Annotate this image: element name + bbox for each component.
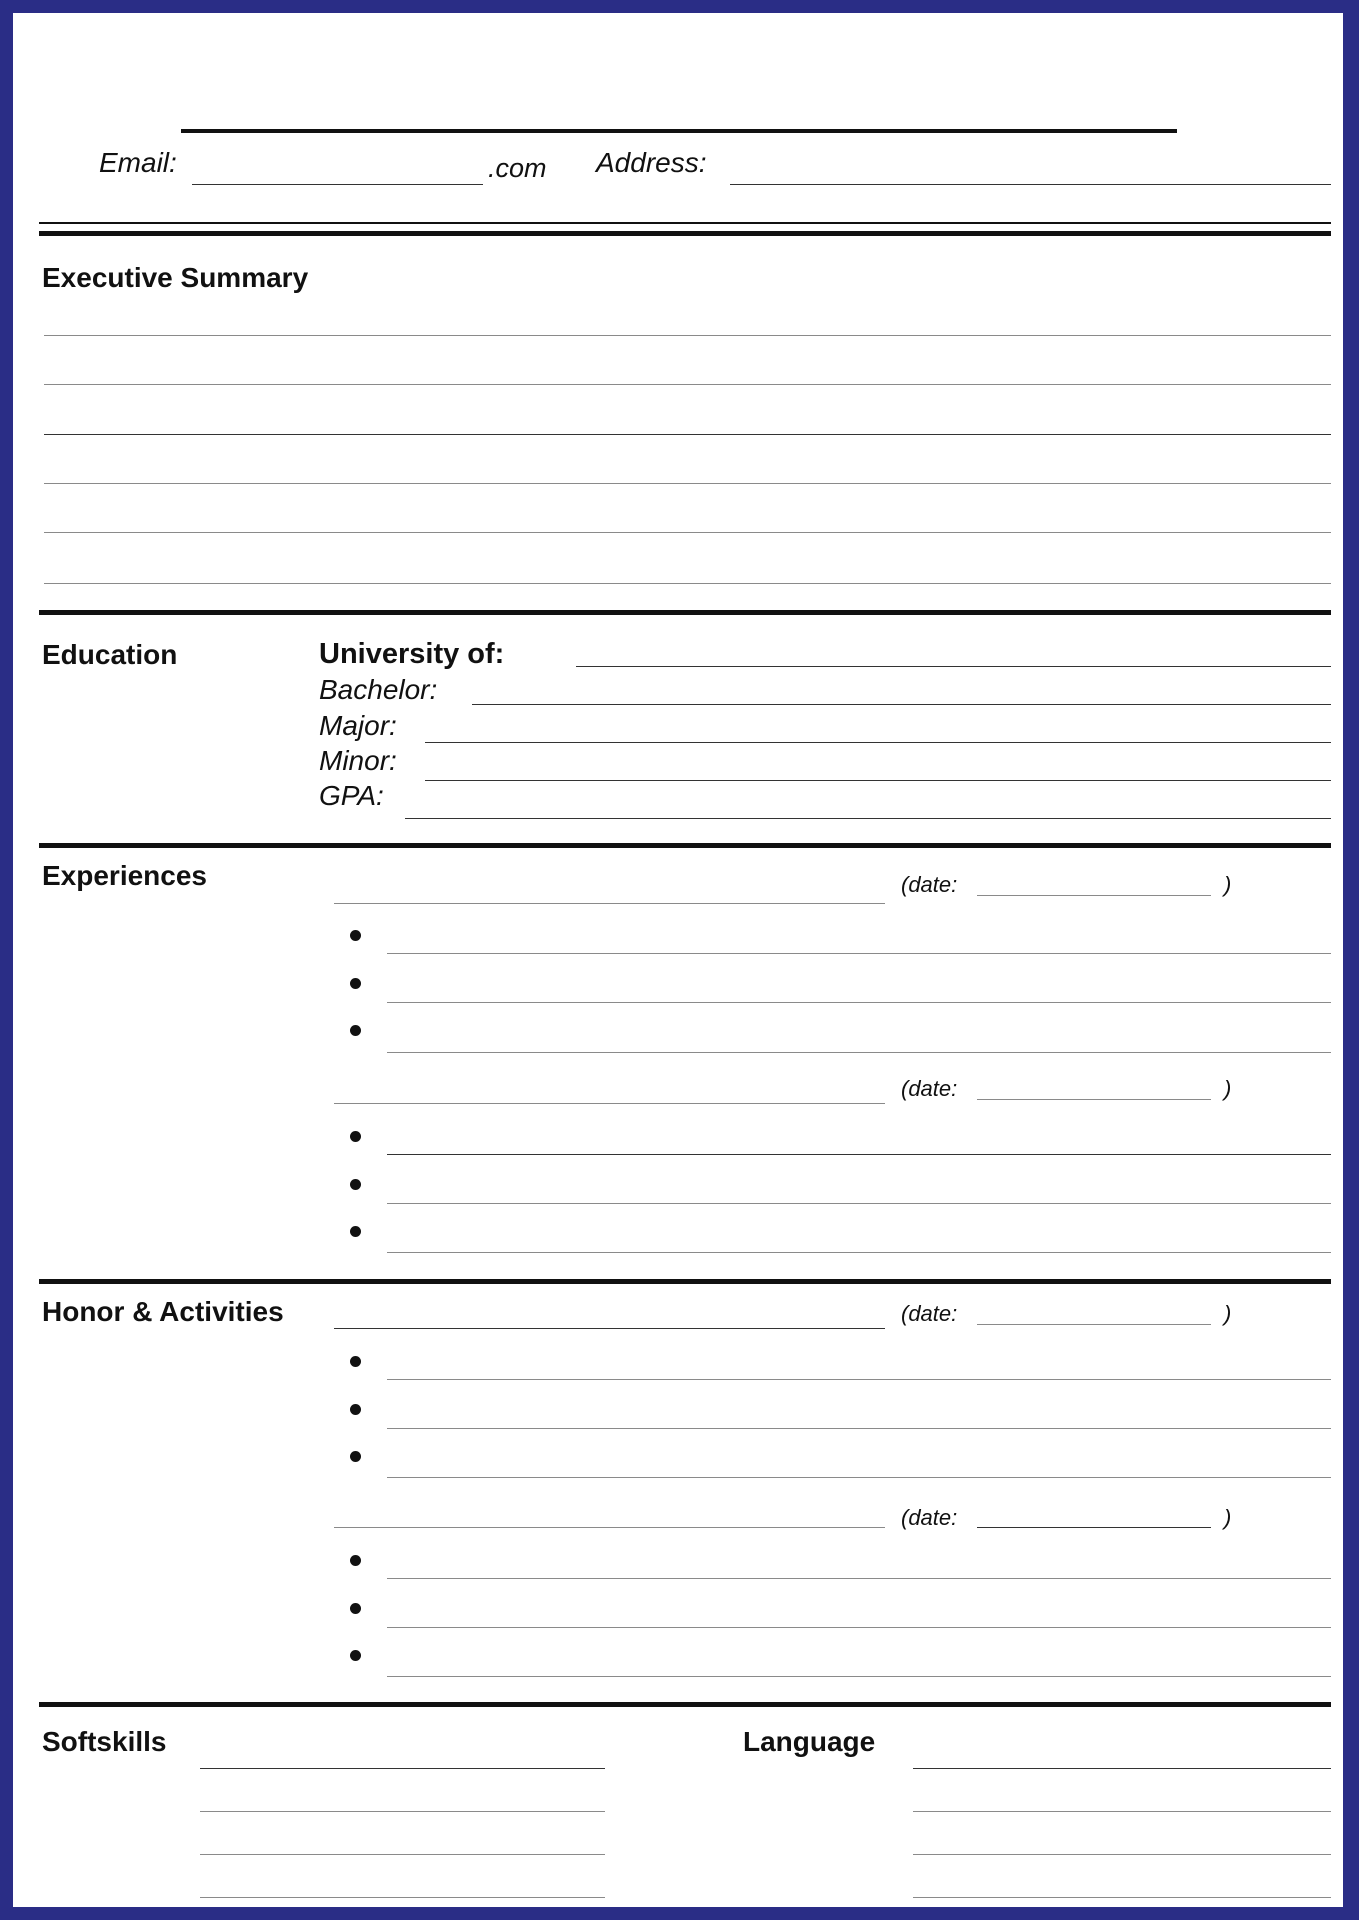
minor-field[interactable] xyxy=(425,780,1331,781)
bullet-icon xyxy=(350,930,361,941)
bullet-line[interactable] xyxy=(387,1676,1331,1677)
date-field[interactable] xyxy=(977,1324,1211,1325)
bachelor-label: Bachelor: xyxy=(319,674,438,705)
date-close-label: ) xyxy=(1224,1505,1232,1530)
experiences-heading: Experiences xyxy=(42,860,207,891)
gpa-label: GPA: xyxy=(319,780,384,811)
university-label: University of: xyxy=(319,638,505,670)
date-field[interactable] xyxy=(977,1527,1211,1528)
summary-line[interactable] xyxy=(44,583,1331,584)
summary-line[interactable] xyxy=(44,434,1331,435)
bullet-icon xyxy=(350,1131,361,1142)
experience-title-field[interactable] xyxy=(334,1103,885,1104)
address-label: Address: xyxy=(596,147,707,178)
date-open-label: (date: xyxy=(901,1301,958,1326)
section-divider xyxy=(39,843,1331,848)
section-divider xyxy=(39,1279,1331,1284)
bullet-icon xyxy=(350,1025,361,1036)
bullet-icon xyxy=(350,978,361,989)
bachelor-field[interactable] xyxy=(472,704,1331,705)
honors-heading: Honor & Activities xyxy=(42,1296,284,1327)
language-line[interactable] xyxy=(913,1811,1331,1812)
minor-label: Minor: xyxy=(319,745,397,776)
summary-line[interactable] xyxy=(44,483,1331,484)
bullet-line[interactable] xyxy=(387,1154,1331,1155)
honor-title-field[interactable] xyxy=(334,1328,885,1329)
email-label: Email: xyxy=(99,147,177,178)
summary-line[interactable] xyxy=(44,335,1331,336)
date-field[interactable] xyxy=(977,1099,1211,1100)
honor-title-field[interactable] xyxy=(334,1527,885,1528)
summary-line[interactable] xyxy=(44,532,1331,533)
bullet-line[interactable] xyxy=(387,1428,1331,1429)
bullet-line[interactable] xyxy=(387,1002,1331,1003)
education-heading: Education xyxy=(42,639,178,670)
softskills-heading: Softskills xyxy=(42,1726,167,1757)
softskill-line[interactable] xyxy=(200,1768,605,1769)
gpa-field[interactable] xyxy=(405,818,1331,819)
bullet-line[interactable] xyxy=(387,1203,1331,1204)
summary-line[interactable] xyxy=(44,384,1331,385)
major-label: Major: xyxy=(319,710,397,741)
date-close-label: ) xyxy=(1224,1301,1232,1326)
bullet-line[interactable] xyxy=(387,1379,1331,1380)
bullet-icon xyxy=(350,1404,361,1415)
header-divider-thick xyxy=(39,231,1331,236)
softskill-line[interactable] xyxy=(200,1854,605,1855)
date-open-label: (date: xyxy=(901,1076,958,1101)
experience-title-field[interactable] xyxy=(334,903,885,904)
email-suffix: .com xyxy=(488,153,547,183)
address-field[interactable] xyxy=(730,184,1331,185)
bullet-line[interactable] xyxy=(387,1627,1331,1628)
language-heading: Language xyxy=(743,1726,876,1757)
bullet-line[interactable] xyxy=(387,1052,1331,1053)
university-field[interactable] xyxy=(576,666,1331,667)
language-line[interactable] xyxy=(913,1768,1331,1769)
date-close-label: ) xyxy=(1224,872,1232,897)
bullet-line[interactable] xyxy=(387,1252,1331,1253)
bullet-line[interactable] xyxy=(387,1477,1331,1478)
bullet-line[interactable] xyxy=(387,1578,1331,1579)
major-field[interactable] xyxy=(425,742,1331,743)
bullet-icon xyxy=(350,1226,361,1237)
resume-page xyxy=(13,13,1343,1907)
date-field[interactable] xyxy=(977,895,1211,896)
language-line[interactable] xyxy=(913,1897,1331,1898)
bullet-icon xyxy=(350,1555,361,1566)
header-divider-thin xyxy=(39,222,1331,224)
bullet-line[interactable] xyxy=(387,953,1331,954)
softskill-line[interactable] xyxy=(200,1897,605,1898)
bullet-icon xyxy=(350,1451,361,1462)
date-open-label: (date: xyxy=(901,1505,958,1530)
bullet-icon xyxy=(350,1603,361,1614)
bullet-icon xyxy=(350,1650,361,1661)
bullet-icon xyxy=(350,1179,361,1190)
softskill-line[interactable] xyxy=(200,1811,605,1812)
section-divider xyxy=(39,1702,1331,1707)
bullet-icon xyxy=(350,1356,361,1367)
email-field[interactable] xyxy=(192,184,483,185)
executive-summary-heading: Executive Summary xyxy=(42,262,309,293)
section-divider xyxy=(39,610,1331,615)
date-open-label: (date: xyxy=(901,872,958,897)
language-line[interactable] xyxy=(913,1854,1331,1855)
name-line[interactable] xyxy=(181,129,1177,133)
date-close-label: ) xyxy=(1224,1076,1232,1101)
